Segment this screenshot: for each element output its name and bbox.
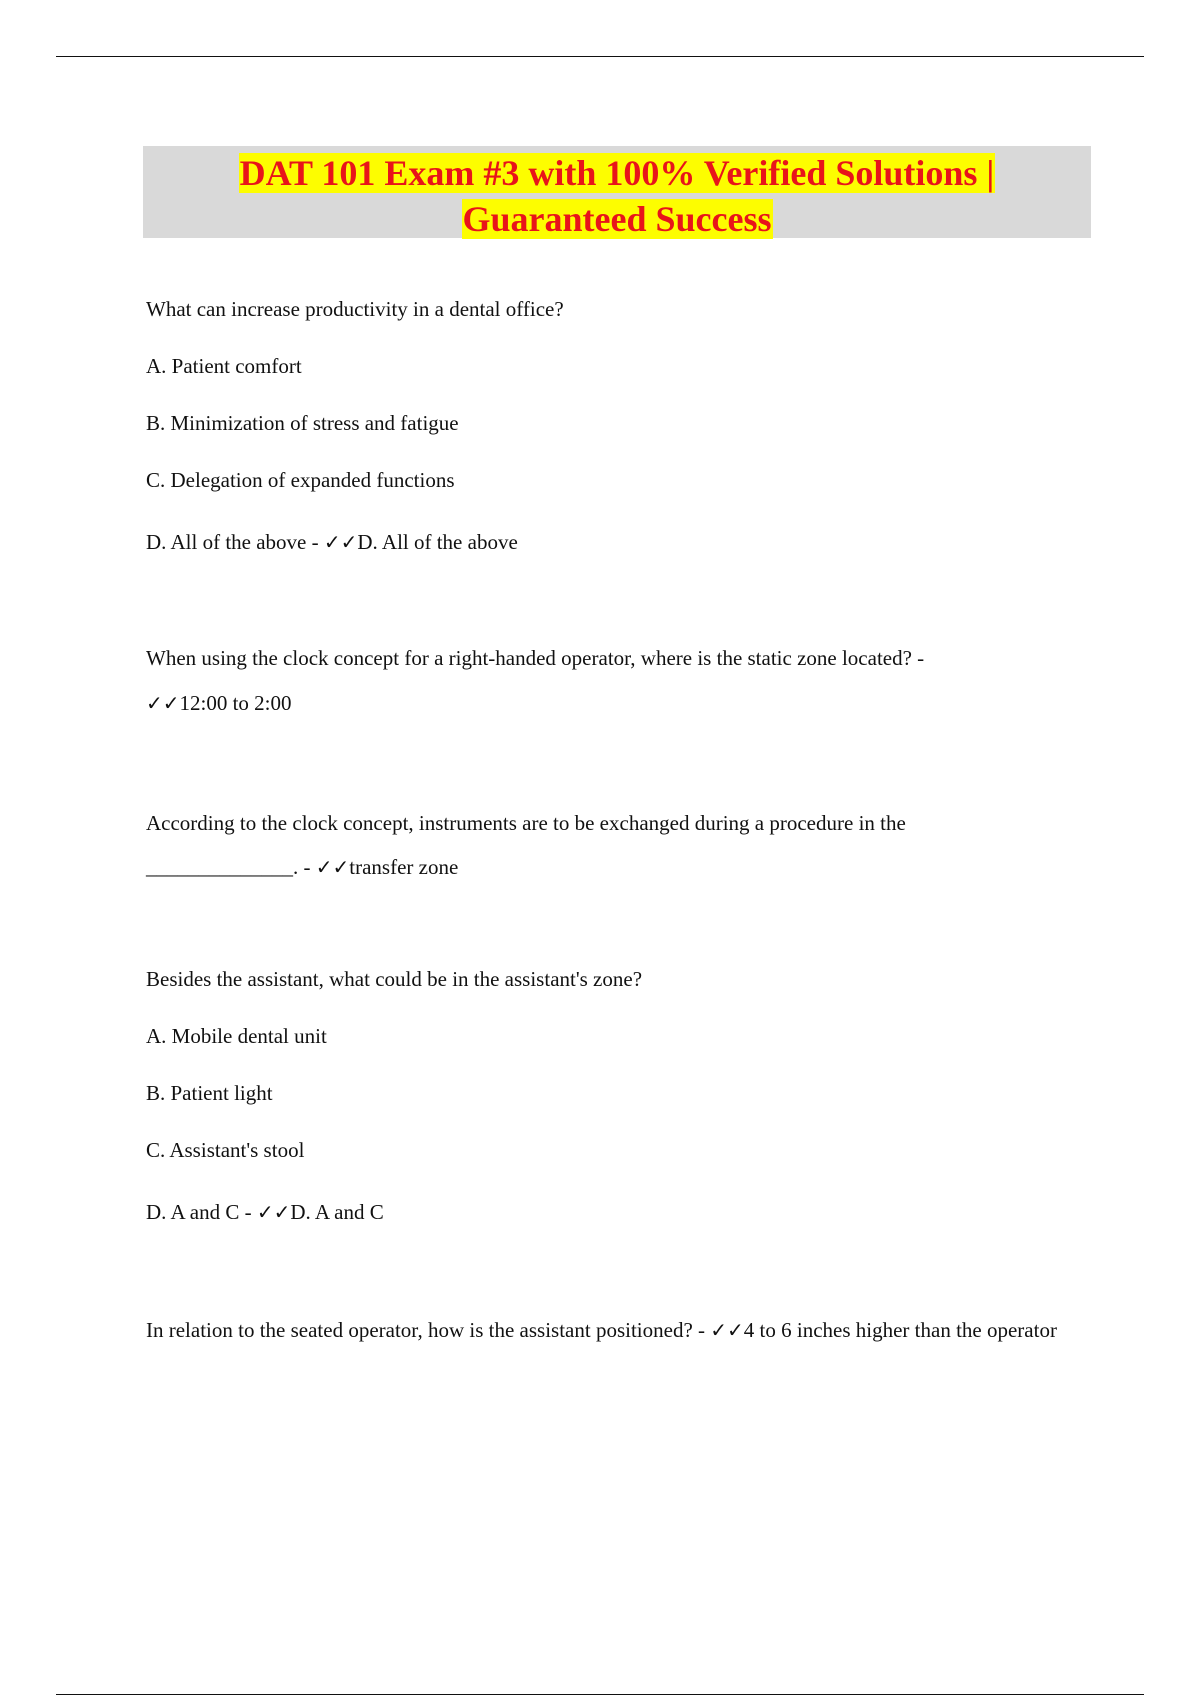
- check-icon: ✓✓: [323, 530, 358, 554]
- prompt-text: When using the clock concept for a right-handed operator, where is the static zone located? -: [146, 646, 925, 670]
- check-icon: ✓✓: [146, 691, 180, 715]
- page-title: [239, 153, 996, 239]
- header-rule: [56, 56, 1144, 57]
- answer-option: B. Patient light: [146, 1081, 273, 1105]
- title-line-1: DAT 101 Exam #3 with 100% Verified Solutions |: [239, 153, 995, 193]
- question-list: [146, 296, 1086, 1353]
- question-4: [146, 966, 1086, 1226]
- question-2: [146, 636, 1086, 726]
- prompt-text: According to the clock concept, instruments are to be exchanged during a procedure in the: [146, 811, 906, 835]
- question-prompt: Besides the assistant, what could be in the assistant's zone?: [146, 967, 643, 991]
- footer-rule: [56, 1694, 1144, 1695]
- question-prompt: [146, 1308, 1086, 1353]
- question-prompt: [146, 636, 1086, 726]
- correct-answer: 12:00 to 2:00: [179, 691, 292, 715]
- answer-option: A. Patient comfort: [146, 354, 302, 378]
- answer-option: B. Minimization of stress and fatigue: [146, 411, 459, 435]
- question-5: [146, 1308, 1086, 1353]
- answer-option: [146, 1199, 1086, 1226]
- title-banner: [143, 146, 1091, 238]
- fill-blank: ______________. -: [146, 855, 316, 879]
- correct-answer: 4 to 6 inches higher than the operator: [743, 1318, 1057, 1342]
- prompt-text: In relation to the seated operator, how is the assistant positioned? -: [146, 1318, 711, 1342]
- check-icon: ✓✓: [710, 1318, 744, 1342]
- answer-option: [146, 529, 1086, 556]
- answer-option: A. Mobile dental unit: [146, 1024, 327, 1048]
- correct-answer: transfer zone: [349, 855, 459, 879]
- question-1: [146, 296, 1086, 556]
- option-text: D. A and C -: [146, 1200, 257, 1224]
- title-line-2: Guaranteed Success: [462, 199, 772, 239]
- correct-answer: D. All of the above: [357, 530, 518, 554]
- correct-answer: D. A and C: [290, 1200, 384, 1224]
- answer-option: C. Delegation of expanded functions: [146, 468, 455, 492]
- question-3: [146, 801, 1086, 889]
- question-prompt: What can increase productivity in a dental office?: [146, 297, 564, 321]
- check-icon: ✓✓: [256, 1200, 291, 1224]
- check-icon: ✓✓: [315, 855, 350, 879]
- answer-option: C. Assistant's stool: [146, 1138, 305, 1162]
- option-text: D. All of the above -: [146, 530, 324, 554]
- question-prompt: [146, 801, 1086, 889]
